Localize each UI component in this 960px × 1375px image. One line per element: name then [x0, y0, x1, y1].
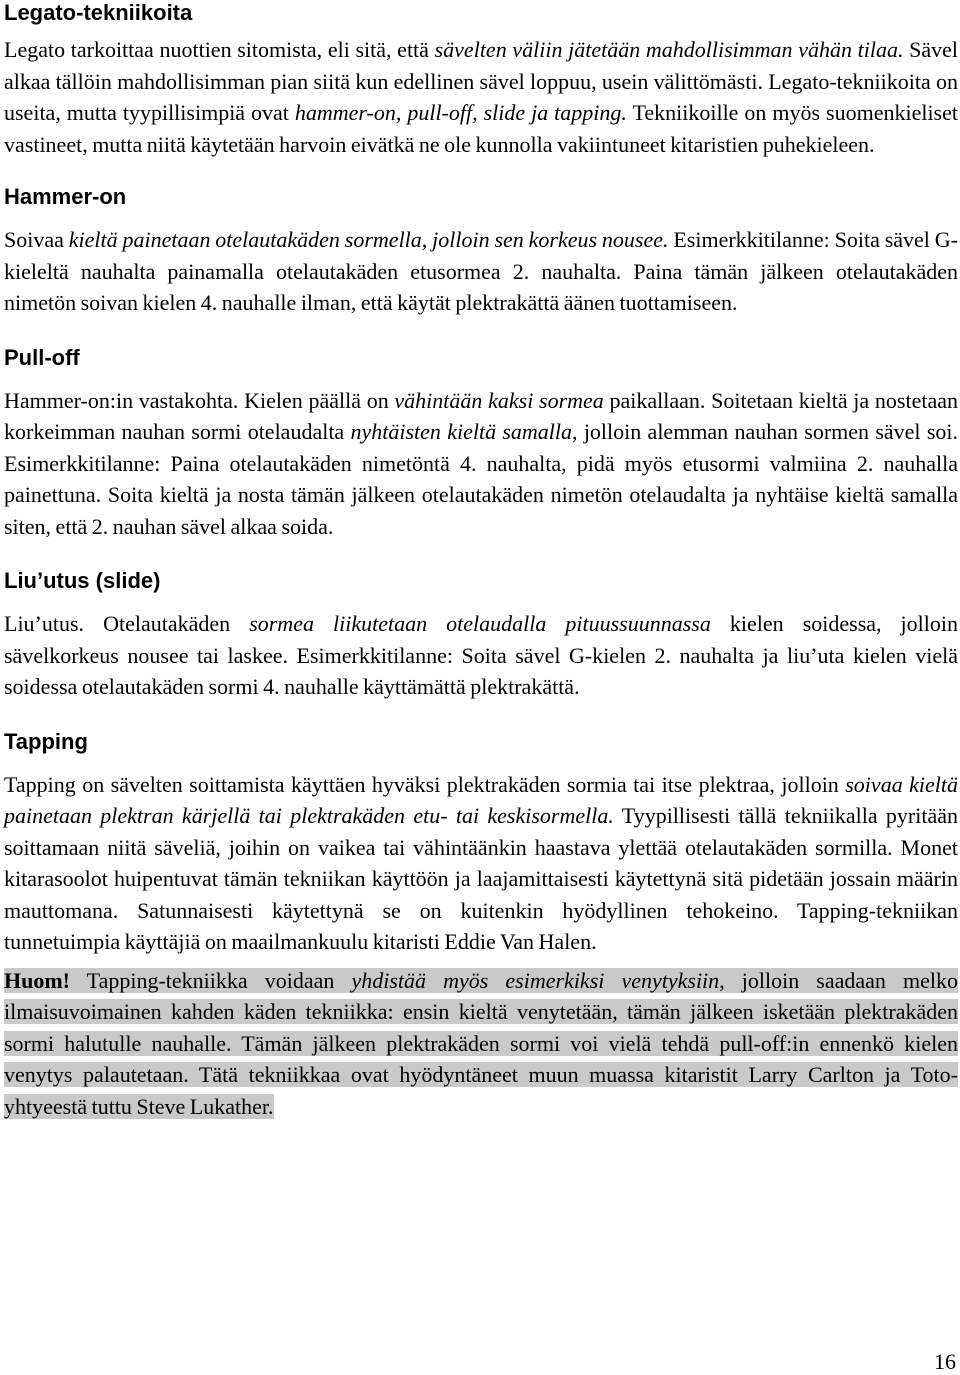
text: Hammer-on:in vastakohta. Kielen päällä on — [4, 387, 395, 413]
text: Esimerkkitilanne: Soita sävel G-kieleltä nauhalta painamalla otelautakäden etusormea 2. nauhalta. Paina tämän jälkeen otelautakäden nimetön soivan kielen 4. nauhalle ilman, että käytät plektrakättä äänen tuottamiseen. — [4, 227, 958, 315]
italic-text: vähintään kaksi sormea — [394, 387, 604, 413]
text: kielen soidessa, jolloin sävelkorkeus nousee tai laskee. Esimerkkitilanne: Soita sävel G-kielen 2. nauhalta ja liu’uta kielen vielä soidessa otelautakäden sormi 4. nauhalle käyttämättä plektrakättä. — [4, 611, 958, 699]
note-paragraph — [4, 965, 958, 1123]
italic-text: soivaa kieltä painetaan plektran kärjellä tai plektrakäden etu- tai keskisormella. — [4, 771, 958, 828]
text: Legato tarkoittaa nuottien sitomista, eli sitä, että — [4, 37, 435, 62]
italic-text: hammer-on, pull-off, slide ja tapping. — [294, 100, 627, 125]
text: Soivaa — [4, 227, 69, 252]
text: paikallaan. Soitetaan kieltä ja nostetaan korkeimman nauhan sormi otelaudalta — [4, 387, 958, 444]
paragraph-tapping — [4, 769, 958, 958]
page-number: 16 — [934, 1349, 956, 1374]
text: Tekniikoille on myös suomenkieliset vastineet, mutta niitä käytetään harvoin eivätkä ne ole kunnolla vakiintuneet kitaristien puhekieleen. — [4, 100, 958, 157]
text: Sävel alkaa tällöin mahdollisimman pian siitä kun edellinen sävel loppuu, usein välittömästi. Legato-tekniikoita on useita, mutta tyypillisimpiä ovat — [4, 37, 959, 125]
heading-slide: Liu’utus (slide) — [4, 568, 161, 593]
italic-text: nyhtäisten kieltä samalla — [350, 419, 573, 444]
heading-hammer-on: Hammer-on — [4, 184, 127, 209]
note-highlight — [4, 968, 958, 1119]
italic-text: sormea liikutetaan otelaudalla pituussuunnassa — [249, 611, 711, 636]
paragraph-legato — [4, 34, 958, 160]
text: Tapping-tekniikka voidaan — [70, 967, 352, 993]
document-page — [4, 0, 958, 1122]
text: , jolloin saadaan melko ilmaisuvoimainen kahden käden tekniikka: ensin kieltä venytetään, tämän jälkeen isketään plektrakäden sormi halutulle nauhalle. Tämän jälkeen plektrakäden sormi voi vielä tehdä pull-off:in ennenkö kielen venytys palautetaan. Tätä tekniikkaa ovat hyödyntäneet muun muassa kitaristit Larry Carlton ja Toto-yhtyeestä tuttu Steve Lukather. — [4, 967, 958, 1119]
paragraph-hammer-on — [4, 224, 958, 319]
italic-text: kieltä painetaan otelautakäden sormella, jolloin sen korkeus nousee. — [68, 227, 669, 252]
note-label: Huom! — [4, 967, 70, 993]
italic-text: yhdistää myös esimerkiksi venytyksiin — [351, 967, 720, 993]
heading-legato: Legato-tekniikoita — [4, 0, 193, 25]
heading-tapping: Tapping — [4, 728, 88, 754]
text: Tyypillisesti tällä tekniikalla pyritään soittamaan niitä säveliä, joihin on vaikea tai vähintäänkin haastava ylettää otelautakäden sormilla. Monet kitarasoolot huipentuvat tämän tekniikan käyttöön ja laajamittaisesti käytettynä sitä pidetään jossain määrin mauttomana. Satunnaisesti käytettynä se on kuitenkin hyödyllinen tehokeino. Tapping-tekniikan tunnetuimpia käyttäjiä on maailmankuulu kitaristi Eddie Van Halen. — [4, 803, 958, 954]
paragraph-pull-off — [4, 385, 958, 543]
text: Tapping on sävelten soittamista käyttäen hyväksi plektrakäden sormia tai itse plektraa, jolloin — [4, 771, 846, 797]
text: , jolloin alemman nauhan sormen sävel soi. Esimerkkitilanne: Paina otelautakäden nimetöntä 4. nauhalta, pidä myös etusormi valmiina 2. nauhalla painettuna. Soita kieltä ja nosta tämän jälkeen otelautakäden nimetön otelaudalta ja nyhtäise kieltä samalla siten, että 2. nauhan sävel alkaa soida. — [4, 419, 958, 539]
paragraph-slide — [4, 608, 958, 703]
italic-text: sävelten väliin jätetään mahdollisimman vähän tilaa. — [434, 37, 904, 62]
text: Liu’utus. Otelautakäden — [4, 611, 250, 636]
heading-pull-off: Pull-off — [4, 344, 80, 370]
